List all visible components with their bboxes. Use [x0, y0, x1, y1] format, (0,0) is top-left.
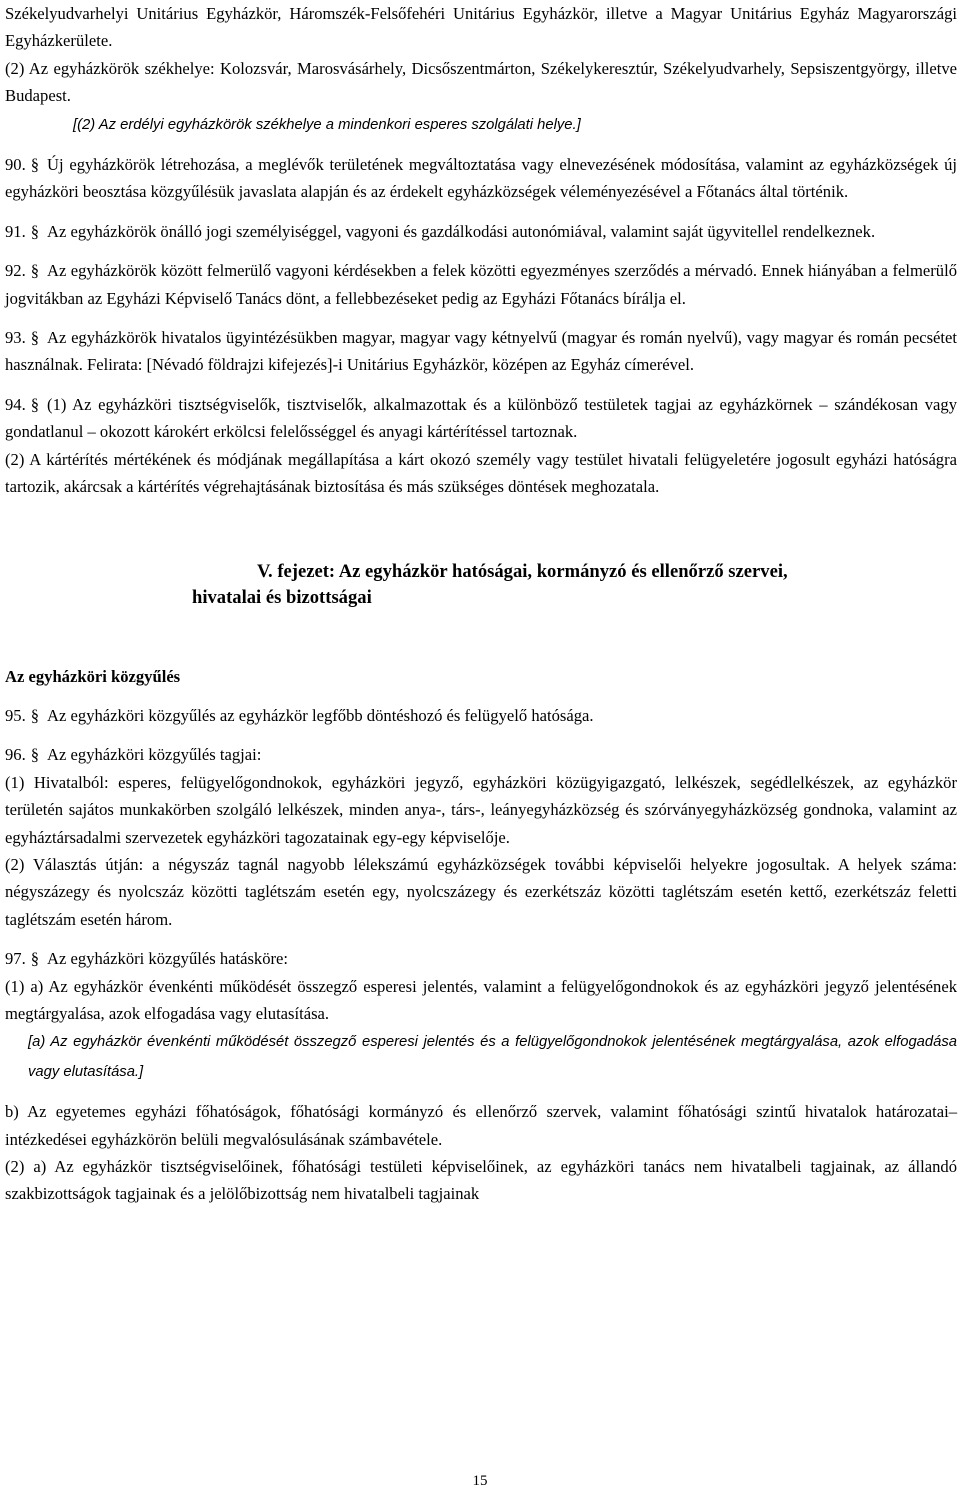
section-number: 92.: [5, 261, 26, 281]
section-93: [5, 324, 957, 379]
section-91: [5, 218, 957, 245]
section-number: 95.: [5, 705, 26, 725]
section-number: 94.: [5, 394, 26, 414]
italic-note-text: [a) Az egyházkör évenkénti működését összegző esperesi jelentés és a felügyelőgondnokok jelentésének megtárgyalása, azok elfogadása vagy elutasítása.]: [28, 1034, 957, 1080]
section-symbol: §: [30, 745, 40, 765]
section-symbol: §: [30, 394, 40, 414]
section-text: Az egyházköri közgyűlés az egyházkör legfőbb döntéshozó és felügyelő hatósága.: [47, 705, 594, 725]
section-90: [5, 151, 957, 206]
section-heading: Az egyházköri közgyűlés: [5, 666, 181, 686]
section-symbol: §: [30, 155, 40, 175]
section-96-2: (2) Választás útján: a négyszáz tagnál nagyobb lélekszámú egyházközségek további képviselői helyekre jogosultak. A helyek száma: négyszázegy és nyolcszáz közötti taglétszám esetén egy, nyolcszázegy és ezerkétszáz közötti taglétszám esetén kettő, ezerkétszáz feletti taglétszám esetén három.: [5, 854, 957, 929]
section-text: Az egyházkörök között felmerülő vagyoni kérdésekben a felek közötti egyezményes szerződés a mérvadó. Ennek hiányában a felmerülő jogvitákban az Egyházi Képviselő Tanács dönt, a fellebbezéseket pedig az Egyházi Főtanács bírálja el.: [5, 261, 957, 308]
chapter-subtitle: hivatalai és bizottságai: [192, 586, 372, 608]
section-number: 97.: [5, 949, 26, 969]
section-number: 93.: [5, 328, 26, 348]
paragraph-continuation: Székelyudvarhelyi Unitárius Egyházkör, Háromszék-Felsőfehéri Unitárius Egyházkör, illetve a Magyar Unitárius Egyház Magyarországi Egyházkerülete.: [5, 4, 957, 51]
page-number: 15: [472, 1473, 488, 1489]
section-text: Az egyházkörök önálló jogi személyiséggel, vagyoni és gazdálkodási autonómiával, valamint saját ügyvitellel rendelkeznek.: [47, 221, 876, 241]
section-96: [5, 741, 957, 768]
section-text: Új egyházkörök létrehozása, a meglévők területének megváltoztatása vagy elnevezésének módosítása, valamint az egyházközségek új egyházköri beosztása közgyűlésük javaslata alapján és az érdekelt egyházközségek véleményezésével a Főtanács által történik.: [5, 155, 957, 202]
italic-note-text: [(2) Az erdélyi egyházkörök székhelye a mindenkori esperes szolgálati helye.]: [73, 116, 581, 133]
section-94-2: (2) A kártérítés mértékének és módjának megállapítása a kárt okozó személy vagy testület hivatali felügyeletére jogosult egyházi hatóságra tartozik, akárcsak a kártérítés végrehajtásának biztosítása és más szükséges döntések meghozatala.: [5, 449, 957, 497]
italic-note-97: [5, 1027, 957, 1086]
section-number: 91.: [5, 221, 26, 241]
section-text: Az egyházkörök hivatalos ügyintézésükben magyar, magyar vagy kétnyelvű (magyar és román nyelvű), vagy magyar és román pecsétet használnak. Felirata: [Névadó földrajzi kifejezés]-i Unitárius Egyházkör, középen az Egyház címerével.: [5, 328, 957, 375]
section-97-1b: b) Az egyetemes egyházi főhatóságok, főhatósági kormányzó és ellenőrző szervek, valamint főhatósági szintű hivatalok határozatai–intézkedései egyházkörön belüli megvalósulásának számbavétele.: [5, 1102, 957, 1149]
section-97-2a: (2) a) Az egyházkör tisztségviselőinek, főhatósági testületi képviselőinek, az egyházköri tanács nem hivatalbeli tagjainak, az állandó szakbizottságok tagjainak és a jelölőbizottság nem hivatalbeli tagjainak: [5, 1157, 957, 1204]
section-text: Az egyházköri közgyűlés tagjai:: [47, 745, 262, 765]
section-symbol: §: [30, 261, 40, 281]
section-number: 90.: [5, 155, 26, 175]
section-symbol: §: [30, 705, 40, 725]
section-95: [5, 702, 957, 729]
section-97-1a: (1) a) Az egyházkör évenkénti működését összegző esperesi jelentés, valamint a felügyelőgondnokok és az egyházköri jegyző jelentésének megtárgyalása, azok elfogadása vagy elutasítása.: [5, 976, 957, 1023]
section-symbol: §: [30, 221, 40, 241]
chapter-title: V. fejezet: Az egyházkör hatóságai, kormányzó és ellenőrző szervei,: [257, 560, 788, 582]
paragraph-seats: (2) Az egyházkörök székhelye: Kolozsvár, Marosvásárhely, Dicsőszentmárton, Székelykeresztúr, Székelyudvarhely, Sepsiszentgyörgy, illetve Budapest.: [5, 58, 957, 106]
section-symbol: §: [30, 328, 40, 348]
italic-note-seats: [5, 110, 957, 139]
section-96-1: (1) Hivatalból: esperes, felügyelőgondnokok, egyházköri jegyző, egyházköri közügyigazgató, lelkészek, segédlelkészek, az egyházkör területén sajátos munkakörben szolgáló lelkészek, minden anya-, társ-, leányegyházközség és szórványegyházközség gondnoka, valamint az egyháztársadalmi szervezetek egyházköri tagozatainak egy-egy képviselője.: [5, 772, 957, 847]
section-number: 96.: [5, 745, 26, 765]
document-page: [5, 0, 957, 1208]
section-97: [5, 945, 957, 972]
section-text: (1) Az egyházköri tisztségviselők, tisztviselők, alkalmazottak és a különböző testületek tagjai az egyházkörnek – szándékosan vagy gondatlanul – okozott károkért erkölcsi felelősséggel és anyagi kártérítéssel tartoznak.: [5, 394, 957, 442]
section-symbol: §: [30, 949, 40, 969]
section-94: [5, 391, 957, 446]
section-92: [5, 257, 957, 312]
section-text: Az egyházköri közgyűlés hatásköre:: [47, 949, 289, 969]
